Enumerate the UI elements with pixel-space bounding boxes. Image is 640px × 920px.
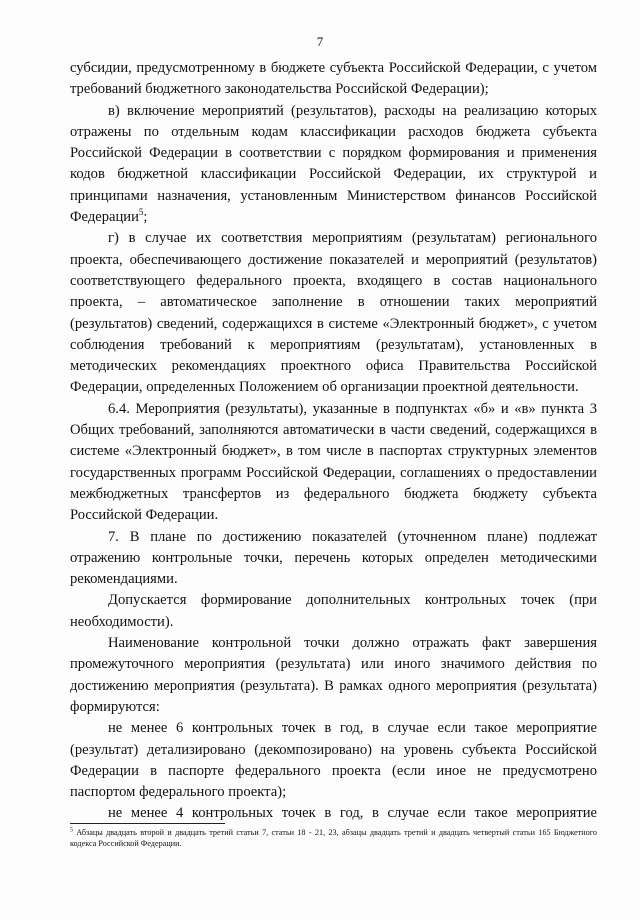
paragraph-6-4: 6.4. Мероприятия (результаты), указанные в подпунктах «б» и «в» пункта 3 Общих требований, заполняются автоматически в части сведений, содержащихся в системе «Электронный бюджет», в том числе в паспортах структурных элементов государственных программ Российской Федерации, соглашениях о предоставлении межбюджетных трансфертов из федерального бюджета бюджету субъекта Российской Федерации.	[70, 400, 597, 524]
footnote-reference: 5	[138, 207, 144, 218]
document-body	[70, 58, 597, 825]
footnote-text: Абзацы двадцать второй и двадцать третий статьи 7, статьи 18 - 21, 23, абзацы двадцать третий и двадцать четвертый статьи 165 Бюджетного кодекса Российской Федерации.	[70, 828, 597, 848]
footnote-divider	[70, 823, 225, 824]
paragraph-checkpoint-name: Наименование контрольной точки должно отражать факт завершения промежуточного мероприятия (результата) или иного значимого действия по достижению мероприятия (результата). В рамках одного мероприятия (результата) формируются:	[70, 635, 597, 715]
paragraph-item-g: г) в случае их соответствия мероприятиям (результатам) регионального проекта, обеспечивающего достижение показателей и мероприятий (результатов) соответствующего федерального проекта, входящего в состав национального проекта, – автоматическое заполнение в отношении таких мероприятий (результатов) сведений, содержащихся в системе «Электронный бюджет», с учетом соблюдения требований к мероприятиям (результатам), установленных в методических рекомендациях проектного офиса Правительства Российской Федерации, определенных Положением об организации проектной деятельности.	[70, 230, 597, 396]
paragraph-four-checkpoints: не менее 4 контрольных точек в год, в случае если такое мероприятие	[108, 805, 597, 822]
paragraph-item-v	[70, 101, 597, 229]
paragraph-7: 7. В плане по достижению показателей (уточненном плане) подлежат отражению контрольные точки, перечень которых определен методическими рекомендациями.	[70, 528, 597, 588]
page-number: 7	[316, 34, 324, 49]
paragraph-item-v-text: в) включение мероприятий (результатов), расходы на реализацию которых отражены по отдельным кодам классификации расходов бюджета субъекта Российской Федерации в соответствии с порядком формирования и применения кодов бюджетной классификации Российской Федерации, их структурой и принципами назначения, установленным Министерством финансов Российской Федерации	[70, 102, 597, 226]
paragraph-subsidy-continuation: субсидии, предусмотренному в бюджете субъекта Российской Федерации, с учетом требований бюджетного законодательства Российской Федерации);	[70, 60, 597, 98]
paragraph-six-checkpoints: не менее 6 контрольных точек в год, в случае если такое мероприятие (результат) детализировано (декомпозировано) на уровень субъекта Российской Федерации в паспорте федерального проекта (если иное не предусмотрено паспортом федерального проекта);	[70, 720, 597, 801]
footnote	[70, 827, 597, 849]
footnote-marker: 5	[70, 827, 73, 834]
paragraph-item-v-tail: ;	[143, 209, 148, 226]
paragraph-additional-points: Допускается формирование дополнительных контрольных точек (при необходимости).	[70, 592, 597, 630]
